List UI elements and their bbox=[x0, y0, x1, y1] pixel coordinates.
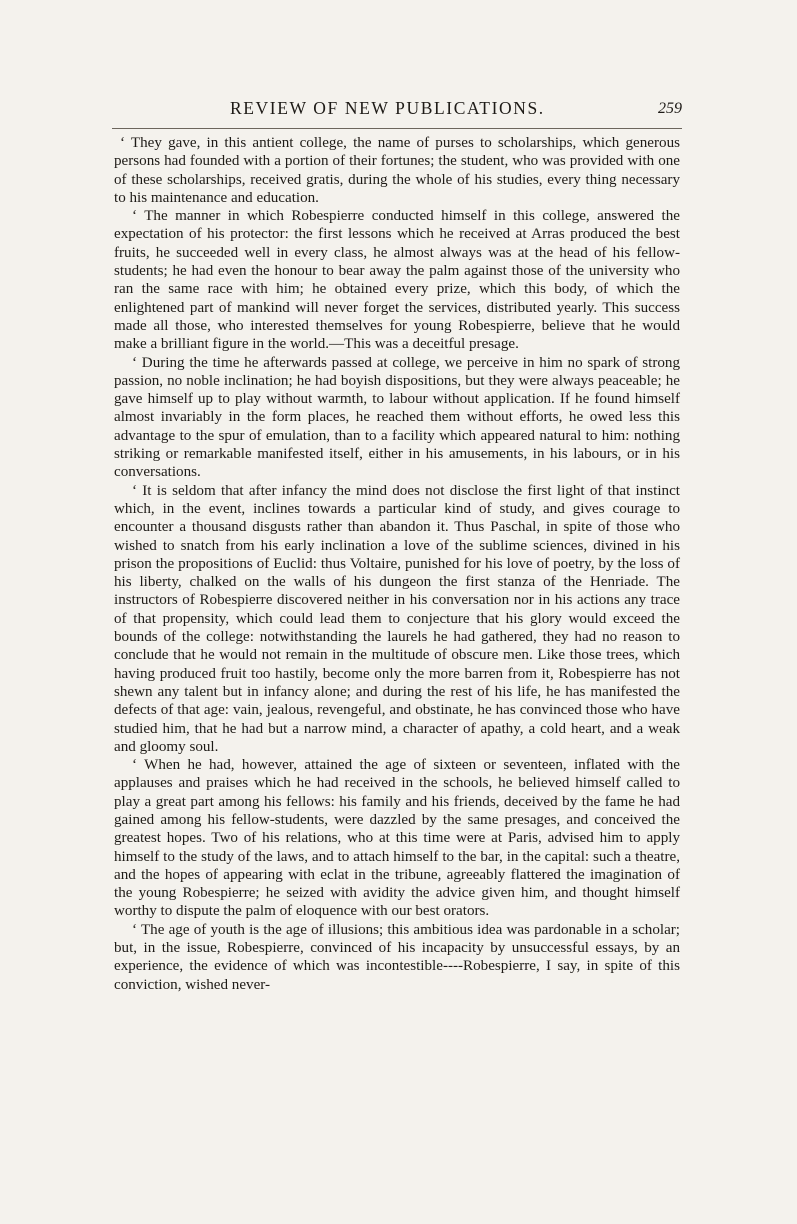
paragraph-6: ‘ The age of youth is the age of illusions; this ambitious idea was pardonable in a scholar; but, in the issue, Robespierre, convinced of his incapacity by unsuccessful essays, by an experience, the evidence of which was incontestible----Robespierre, I say, in spite of this conviction, wished never- bbox=[114, 921, 680, 993]
paragraph-3: ‘ During the time he afterwards passed at college, we perceive in him no spark of strong passion, no noble inclination; he had boyish dispositions, but they were always peaceable; he gave himself up to play without warmth, to labour without application. If he found himself almost invariably in the form places, he reached them without efforts, he owed less this advantage to the spur of emulation, than to a facility which appeared natural to him: nothing striking or remarkable manifested itself, either in his amusements, in his labours, or in his conversations. bbox=[114, 354, 680, 481]
running-title: REVIEW OF NEW PUBLICATIONS. bbox=[230, 98, 545, 118]
body-text bbox=[114, 134, 680, 994]
paragraph-1: ‘ They gave, in this antient college, the name of purses to scholarships, which generous persons had founded with a portion of their fortunes; the student, who was provided with one of these scholarships, received gratis, during the whole of his studies, every thing necessary to his maintenance and education. bbox=[114, 135, 680, 206]
paragraph-5: ‘ When he had, however, attained the age of sixteen or seventeen, inflated with the applauses and praises which he had received in the schools, he believed himself called to play a great part among his fellows: his family and his friends, deceived by the fame he had gained among his fellow-students, were dazzled by the same presages, and conceived the greatest hopes. Two of his relations, who at this time were at Paris, advised him to apply himself to the study of the laws, and to attach himself to the bar, in the capital: such a theatre, and the hopes of appearing with eclat in the tribune, agreeably flattered the imagination of the young Robespierre; he seized with avidity the advice given him, and thought himself worthy to dispute the palm of eloquence with our best orators. bbox=[114, 757, 680, 920]
header-rule bbox=[112, 128, 682, 129]
page-number: 259 bbox=[658, 100, 682, 117]
paragraph-4: ‘ It is seldom that after infancy the mind does not disclose the first light of that instinct which, in the event, inclines towards a particular kind of study, and gives courage to encounter a thousand disgusts rather than abandon it. Thus Paschal, in spite of those who wished to snatch from his early inclination a love of the sublime sciences, divined in his prison the propositions of Euclid: thus Voltaire, punished for his love of poetry, by the loss of his liberty, chalked on the walls of his dungeon the first stanza of the Henriade. The instructors of Robespierre discovered neither in his conversation nor in his actions any trace of that propensity, which could lead them to conjecture that his glory would exceed the bounds of the college: notwithstanding the laurels he had gathered, they had no reason to conclude that he would not remain in the multitude of obscure men. Like those trees, which having produced fruit too hastily, become only the more barren from it, Robespierre has not shewn any talent but in infancy alone; and during the rest of his life, he has manifested the defects of that age: vain, jealous, revengeful, and obstinate, he has convinced those who have studied him, that he had but a narrow mind, a character of apathy, a cold heart, and a weak and gloomy soul. bbox=[114, 482, 680, 755]
running-head bbox=[112, 96, 682, 126]
paragraph-2: ‘ The manner in which Robespierre conducted himself in this college, answered the expectation of his protector: the first lessons which he received at Arras produced the best fruits, he succeeded well in every class, he almost always was at the head of his fellow-students; he had even the honour to bear away the palm against those of the university who ran the same race with him; he obtained every prize, which this body, of which the enlightened part of mankind will never forget the services, distributed yearly. This success made all those, who interested themselves for young Robespierre, believe that he would make a brilliant figure in the world.—This was a deceitful presage. bbox=[114, 208, 680, 353]
